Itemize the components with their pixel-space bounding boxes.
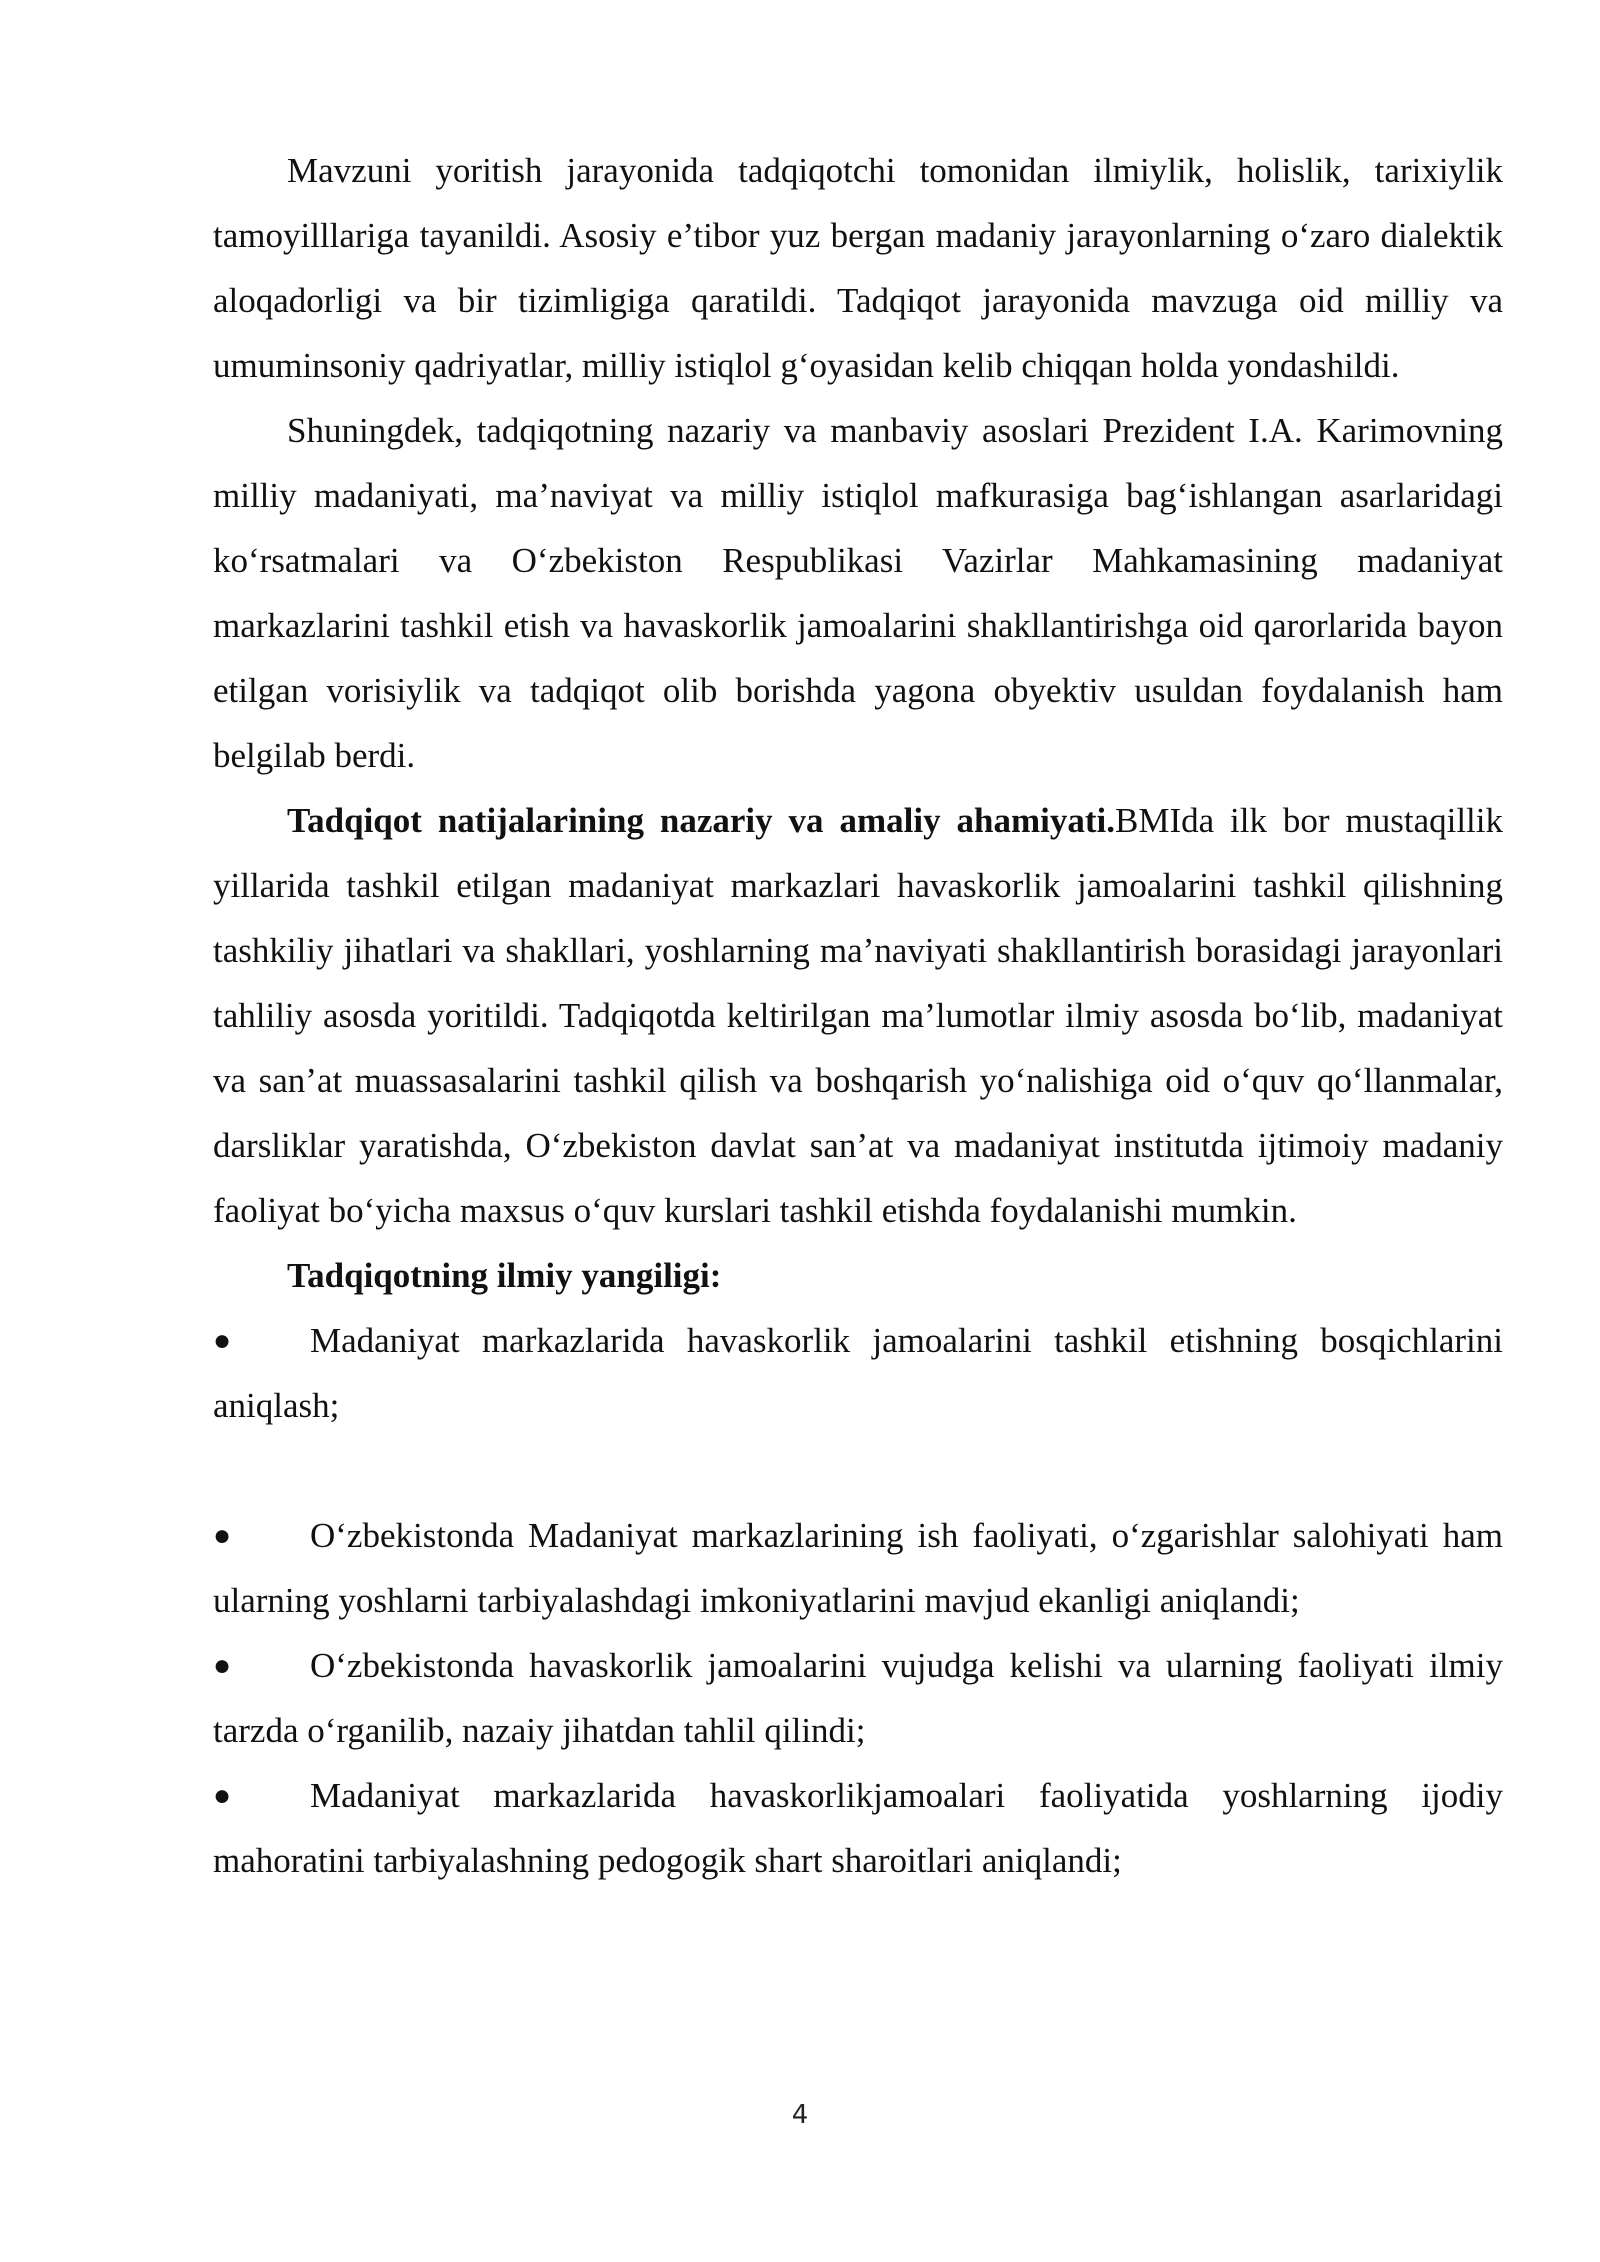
list-item (213, 1763, 1503, 1893)
significance-heading: Tadqiqot natijalarining nazariy va amaliy ahamiyati. (287, 801, 1115, 840)
paragraph-methodology: Mavzuni yoritish jarayonida tadqiqotchi tomonidan ilmiylik, holislik, tarixiylik tamoyilllariga tayanildi. Asosiy e’tibor yuz bergan madaniy jarayonlarning o‘zaro dialektik aloqadorligi va bir tizimligiga qaratildi. Tadqiqot jarayonida mavzuga oid milliy va umuminsoniy qadriyatlar, milliy istiqlol g‘oyasidan kelib chiqqan holda yondashildi. (213, 151, 1503, 385)
list-item (213, 1503, 1503, 1633)
list-item-text: Madaniyat markazlarida havaskorlik jamoalarini tashkil etishning bosqichlarini aniqlash; (213, 1321, 1503, 1425)
list-item (213, 1308, 1503, 1438)
bullet-icon: ● (213, 1519, 232, 1552)
list-item-text: Madaniyat markazlarida havaskorlikjamoalari faoliyatida yoshlarning ijodiy mahoratini tarbiyalashning pedogogik shart sharoitlari aniqlandi; (213, 1776, 1503, 1880)
page-number: 4 (791, 2100, 809, 2130)
list-item-text: O‘zbekistonda Madaniyat markazlarining ish faoliyati, o‘zgarishlar salohiyati ham ularning yoshlarni tarbiyalashdagi imkoniyatlarini mavjud ekanligi aniqlandi; (213, 1516, 1503, 1620)
paragraph-theoretical-basis: Shuningdek, tadqiqotning nazariy va manbaviy asoslari Prezident I.A. Karimovning milliy madaniyati, ma’naviyat va milliy istiqlol mafkurasiga bag‘ishlangan asarlaridagi ko‘rsatmalari va O‘zbekiston Respublikasi Vazirlar Mahkamasining madaniyat markazlarini tashkil etish va havaskorlik jamoalarini shakllantirishga oid qarorlarida bayon etilgan vorisiylik va tadqiqot olib borishda yagona obyektiv usuldan foydalanish ham belgilab berdi. (213, 411, 1503, 775)
paragraph-significance (213, 788, 1503, 1243)
bullet-icon: ● (213, 1324, 232, 1357)
bullet-icon: ● (213, 1779, 232, 1812)
bullet-icon: ● (213, 1649, 232, 1682)
novelty-heading: Tadqiqotning ilmiy yangiligi: (287, 1256, 722, 1295)
list-item (213, 1633, 1503, 1763)
significance-body: BMIda ilk bor mustaqillik yillarida tashkil etilgan madaniyat markazlari havaskorlik jamoalarini tashkil qilishning tashkiliy jihatlari va shakllari, yoshlarning ma’naviyati shakllantirish borasidagi jarayonlari tahliliy asosda yoritildi. Tadqiqotda keltirilgan ma’lumotlar ilmiy asosda bo‘lib, madaniyat va san’at muassasalarini tashkil qilish va boshqarish yo‘nalishiga oid o‘quv qo‘llanmalar, darsliklar yaratishda, O‘zbekiston davlat san’at va madaniyat institutda ijtimoiy madaniy faoliyat bo‘yicha maxsus o‘quv kurslari tashkil etishda foydalanishi mumkin. (213, 801, 1503, 1230)
page-content (213, 138, 1503, 1893)
list-item-text: O‘zbekistonda havaskorlik jamoalarini vujudga kelishi va ularning faoliyati ilmiy tarzda o‘rganilib, nazaiy jihatdan tahlil qilindi; (213, 1646, 1503, 1750)
